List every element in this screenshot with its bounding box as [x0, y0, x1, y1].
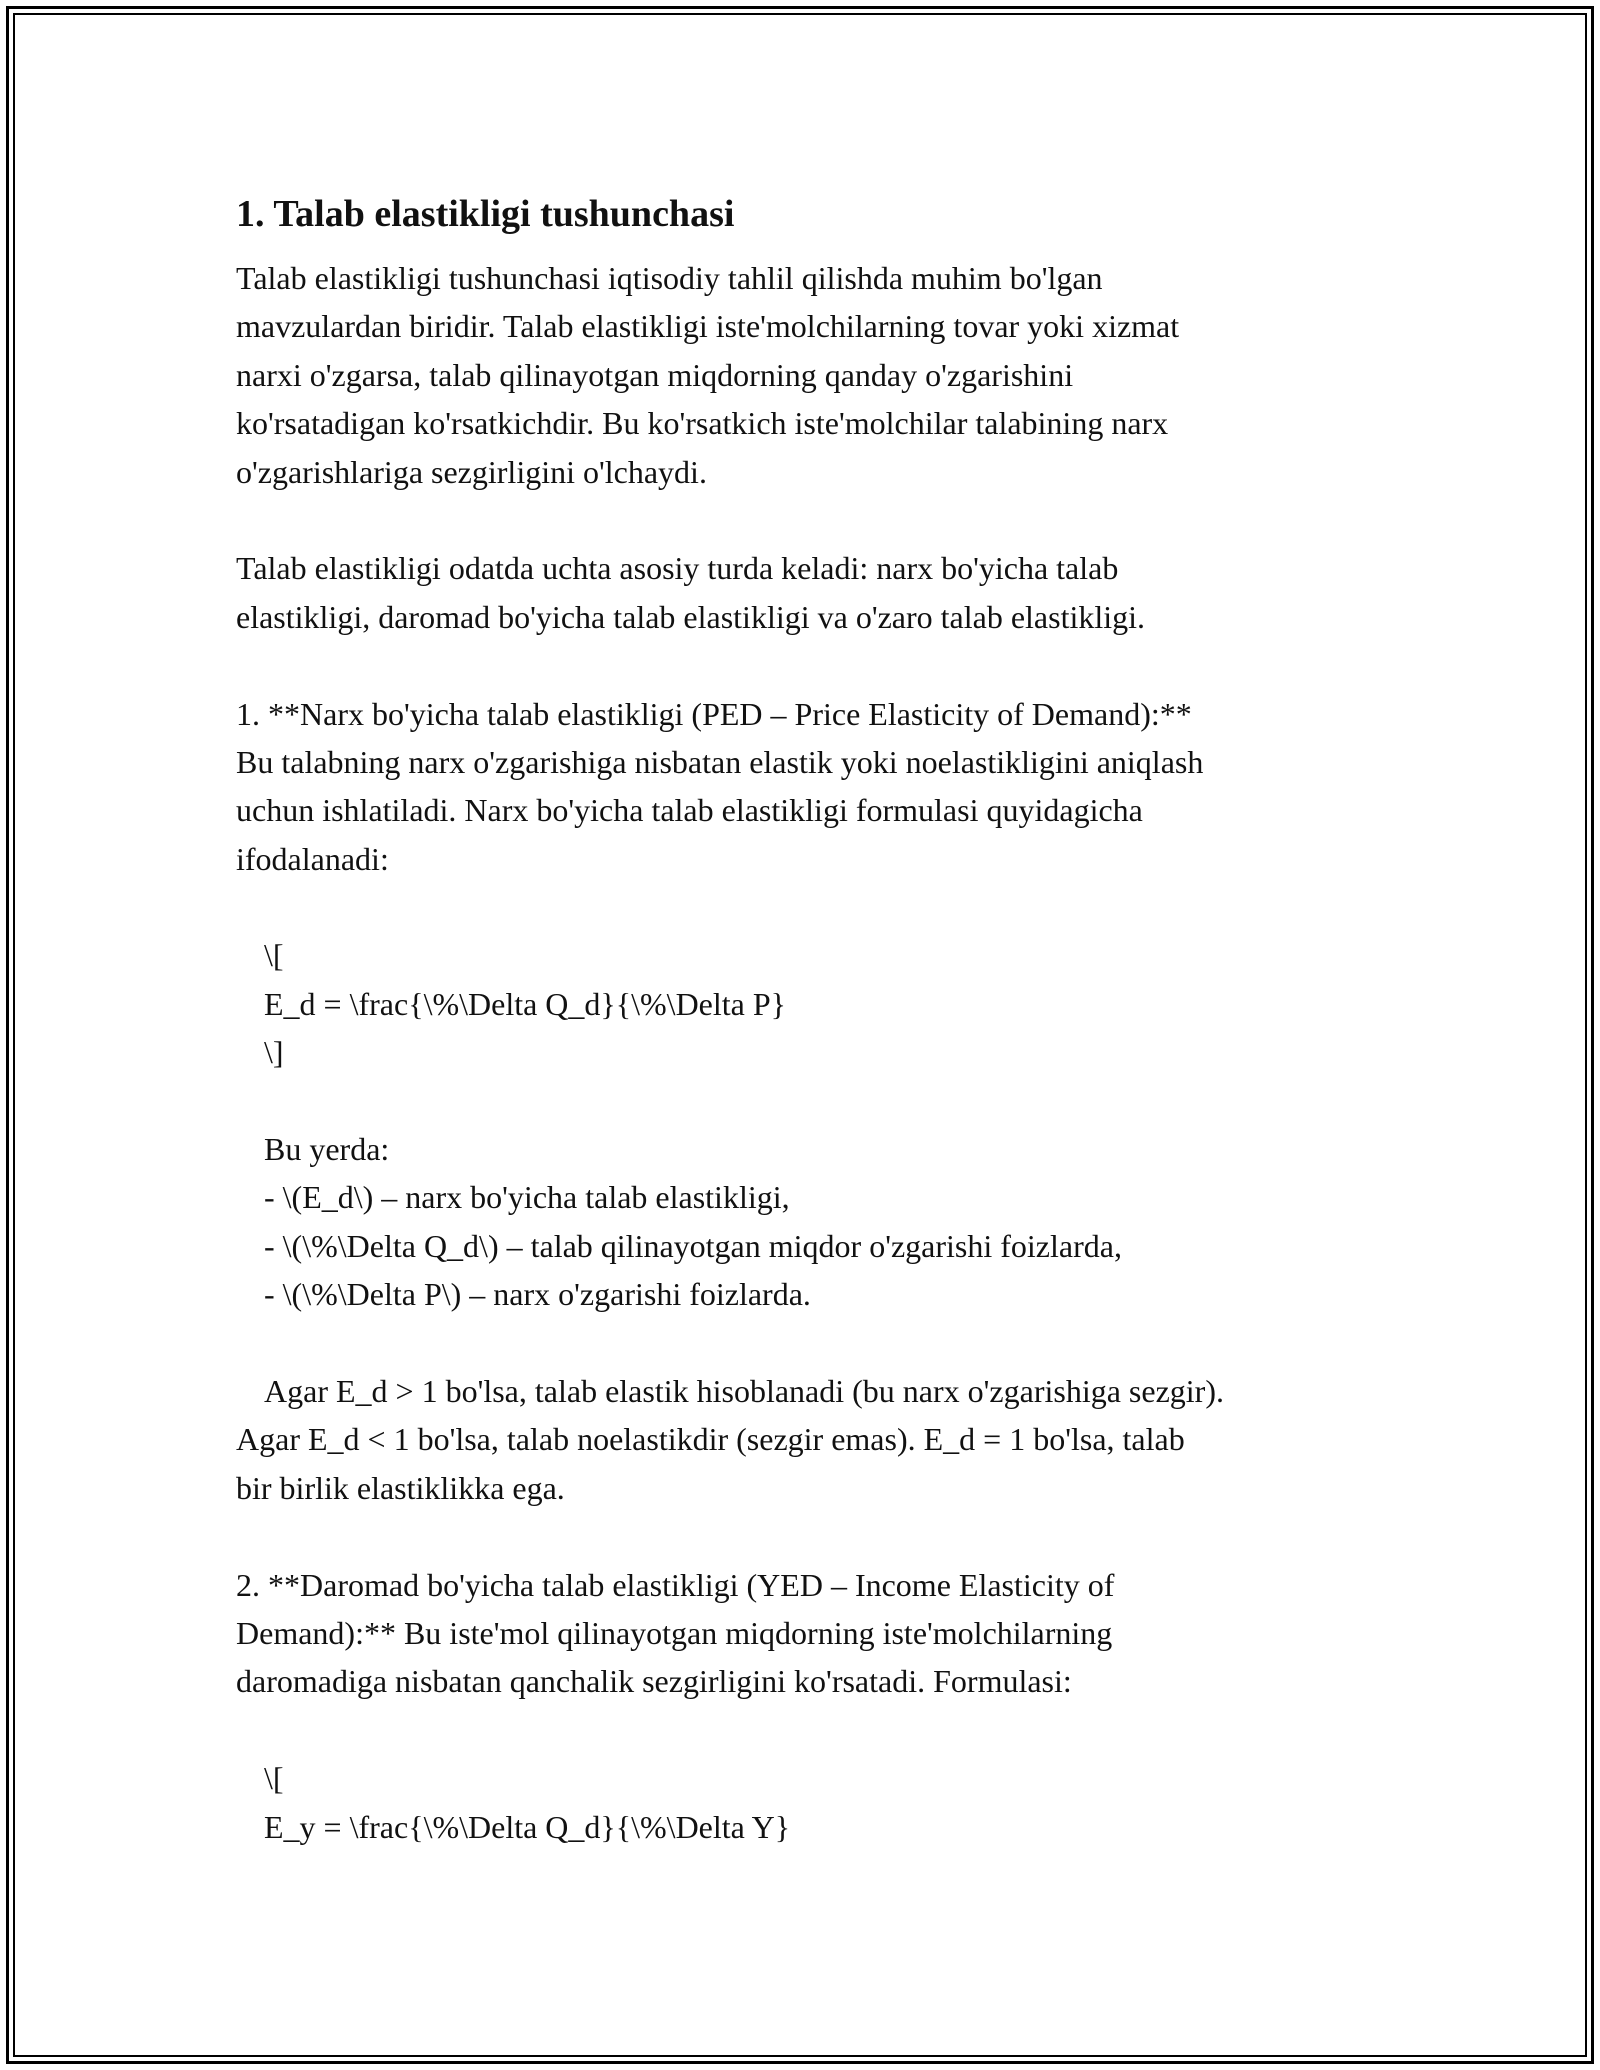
text-line: daromadiga nisbatan qanchalik sezgirligini ko'rsatadi. Formulasi:	[236, 1663, 1072, 1700]
text-line: elastikligi, daromad bo'yicha talab elastikligi va o'zaro talab elastikligi.	[236, 598, 1146, 635]
document-content	[236, 186, 1376, 1851]
section-heading: 1. Talab elastikligi tushunchasi	[236, 193, 735, 235]
text-line: \]	[264, 1034, 284, 1071]
blank-line	[236, 1077, 1376, 1125]
text-line: - \(\%\Delta Q_d\) – talab qilinayotgan miqdor o'zgarishi foizlarda,	[264, 1227, 1122, 1264]
text-line: o'zgarishlariga sezgirligini o'lchaydi.	[236, 453, 707, 490]
text-line: uchun ishlatiladi. Narx bo'yicha talab elastikligi formulasi quyidagicha	[236, 792, 1143, 829]
blank-line	[236, 1319, 1376, 1367]
text-line: 1. **Narx bo'yicha talab elastikligi (PED – Price Elasticity of Demand):**	[236, 695, 1192, 732]
text-line: Demand):** Bu iste'mol qilinayotgan miqdorning iste'molchilarning	[236, 1614, 1113, 1651]
text-line: bir birlik elastiklikka ega.	[236, 1469, 565, 1506]
text-line: narxi o'zgarsa, talab qilinayotgan miqdorning qanday o'zgarishini	[236, 356, 1074, 393]
blank-line	[236, 883, 1376, 931]
text-line: Agar E_d > 1 bo'lsa, talab elastik hisoblanadi (bu narx o'zgarishiga sezgir).	[264, 1372, 1224, 1409]
text-line: Bu yerda:	[264, 1131, 390, 1168]
text-line: E_y = \frac{\%\Delta Q_d}{\%\Delta Y}	[264, 1808, 791, 1845]
text-line: Talab elastikligi tushunchasi iqtisodiy tahlil qilishda muhim bo'lgan	[236, 260, 1103, 296]
text-line: \[	[264, 1760, 284, 1797]
text-line: - \(\%\Delta P\) – narx o'zgarishi foizlarda.	[264, 1276, 811, 1313]
text-line: ko'rsatadigan ko'rsatkichdir. Bu ko'rsatkich iste'molchilar talabining narx	[236, 405, 1169, 442]
blank-line	[236, 641, 1376, 689]
text-line: Agar E_d < 1 bo'lsa, talab noelastikdir (sezgir emas). E_d = 1 bo'lsa, talab	[236, 1421, 1185, 1458]
text-line: mavzulardan biridir. Talab elastikligi iste'molchilarning tovar yoki xizmat	[236, 308, 1180, 345]
blank-line	[236, 1512, 1376, 1560]
blank-line	[236, 496, 1376, 544]
text-line: \[	[264, 937, 284, 974]
text-line: 2. **Daromad bo'yicha talab elastikligi (YED – Income Elasticity of	[236, 1566, 1115, 1603]
text-line: E_d = \frac{\%\Delta Q_d}{\%\Delta P}	[264, 985, 787, 1022]
text-line: Bu talabning narx o'zgarishiga nisbatan elastik yoki noelastikligini aniqlash	[236, 743, 1204, 780]
text-line: - \(E_d\) – narx bo'yicha talab elastikligi,	[264, 1179, 790, 1216]
section-body	[236, 254, 1376, 1851]
text-line: Talab elastikligi odatda uchta asosiy turda keladi: narx bo'yicha talab	[236, 550, 1119, 587]
blank-line	[236, 1706, 1376, 1754]
text-line: ifodalanadi:	[236, 840, 389, 877]
